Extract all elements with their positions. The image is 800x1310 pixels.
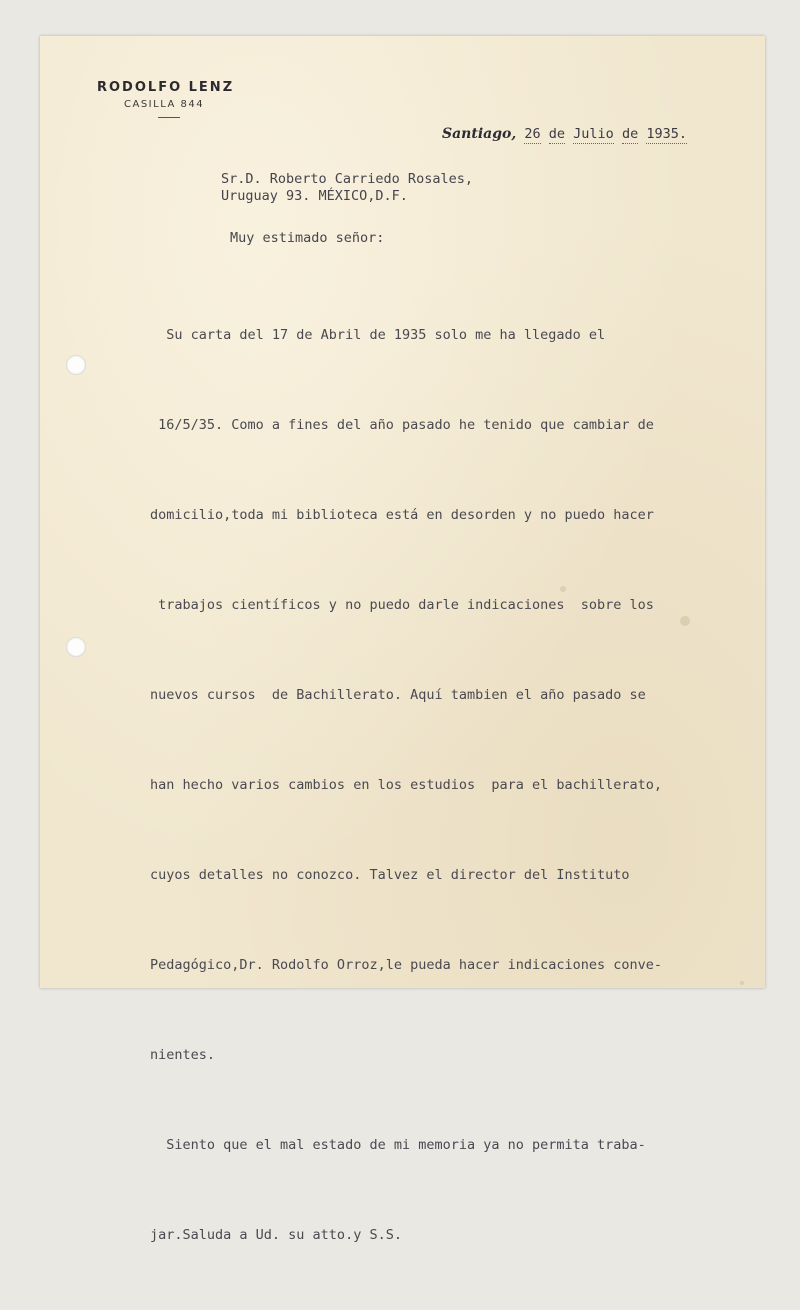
punch-hole-upper (66, 355, 86, 375)
body-line: domicilio,toda mi biblioteca está en desorden y no puedo hacer (150, 507, 654, 523)
letterhead-rule (158, 117, 180, 118)
date-month: Julio (573, 126, 614, 142)
date-de-2: de (621, 126, 639, 142)
date-year: 1935. (646, 126, 687, 142)
body-line: 16/5/35. Como a fines del año pasado he tenido que cambiar de (150, 417, 654, 433)
paper-speck (560, 586, 566, 592)
letterhead-address: CASILLA 844 (124, 99, 205, 110)
salutation: Muy estimado señor: (230, 230, 385, 246)
letter-body (150, 260, 662, 1310)
body-line: cuyos detalles no conozco. Talvez el director del Instituto (150, 867, 630, 883)
date-day: 26 (524, 126, 541, 142)
paper-speck (680, 616, 690, 626)
recipient-line-1: Sr.D. Roberto Carriedo Rosales, (221, 171, 473, 187)
recipient-block (221, 171, 473, 205)
body-line: jar.Saluda a Ud. su atto.y S.S. (150, 1227, 402, 1243)
body-line: Su carta del 17 de Abril de 1935 solo me ha llegado el (150, 327, 606, 343)
dateline (442, 126, 687, 142)
body-line: Siento que el mal estado de mi memoria ya no permita traba- (150, 1137, 646, 1153)
punch-hole-lower (66, 637, 86, 657)
letter-sheet (40, 36, 765, 1243)
date-city: Santiago, (442, 126, 517, 142)
paper-speck (740, 981, 744, 985)
body-line: han hecho varios cambios en los estudios para el bachillerato, (150, 777, 663, 793)
recipient-line-2: Uruguay 93. MÉXICO,D.F. (221, 188, 408, 204)
letterhead-name: RODOLFO LENZ (97, 80, 235, 95)
body-line: nientes. (150, 1047, 216, 1063)
body-line: nuevos cursos de Bachillerato. Aquí tambien el año pasado se (150, 687, 646, 703)
date-de-1: de (548, 126, 566, 142)
body-line: trabajos científicos y no puedo darle indicaciones sobre los (150, 597, 654, 613)
body-line: Pedagógico,Dr. Rodolfo Orroz,le pueda hacer indicaciones conve- (150, 957, 663, 973)
